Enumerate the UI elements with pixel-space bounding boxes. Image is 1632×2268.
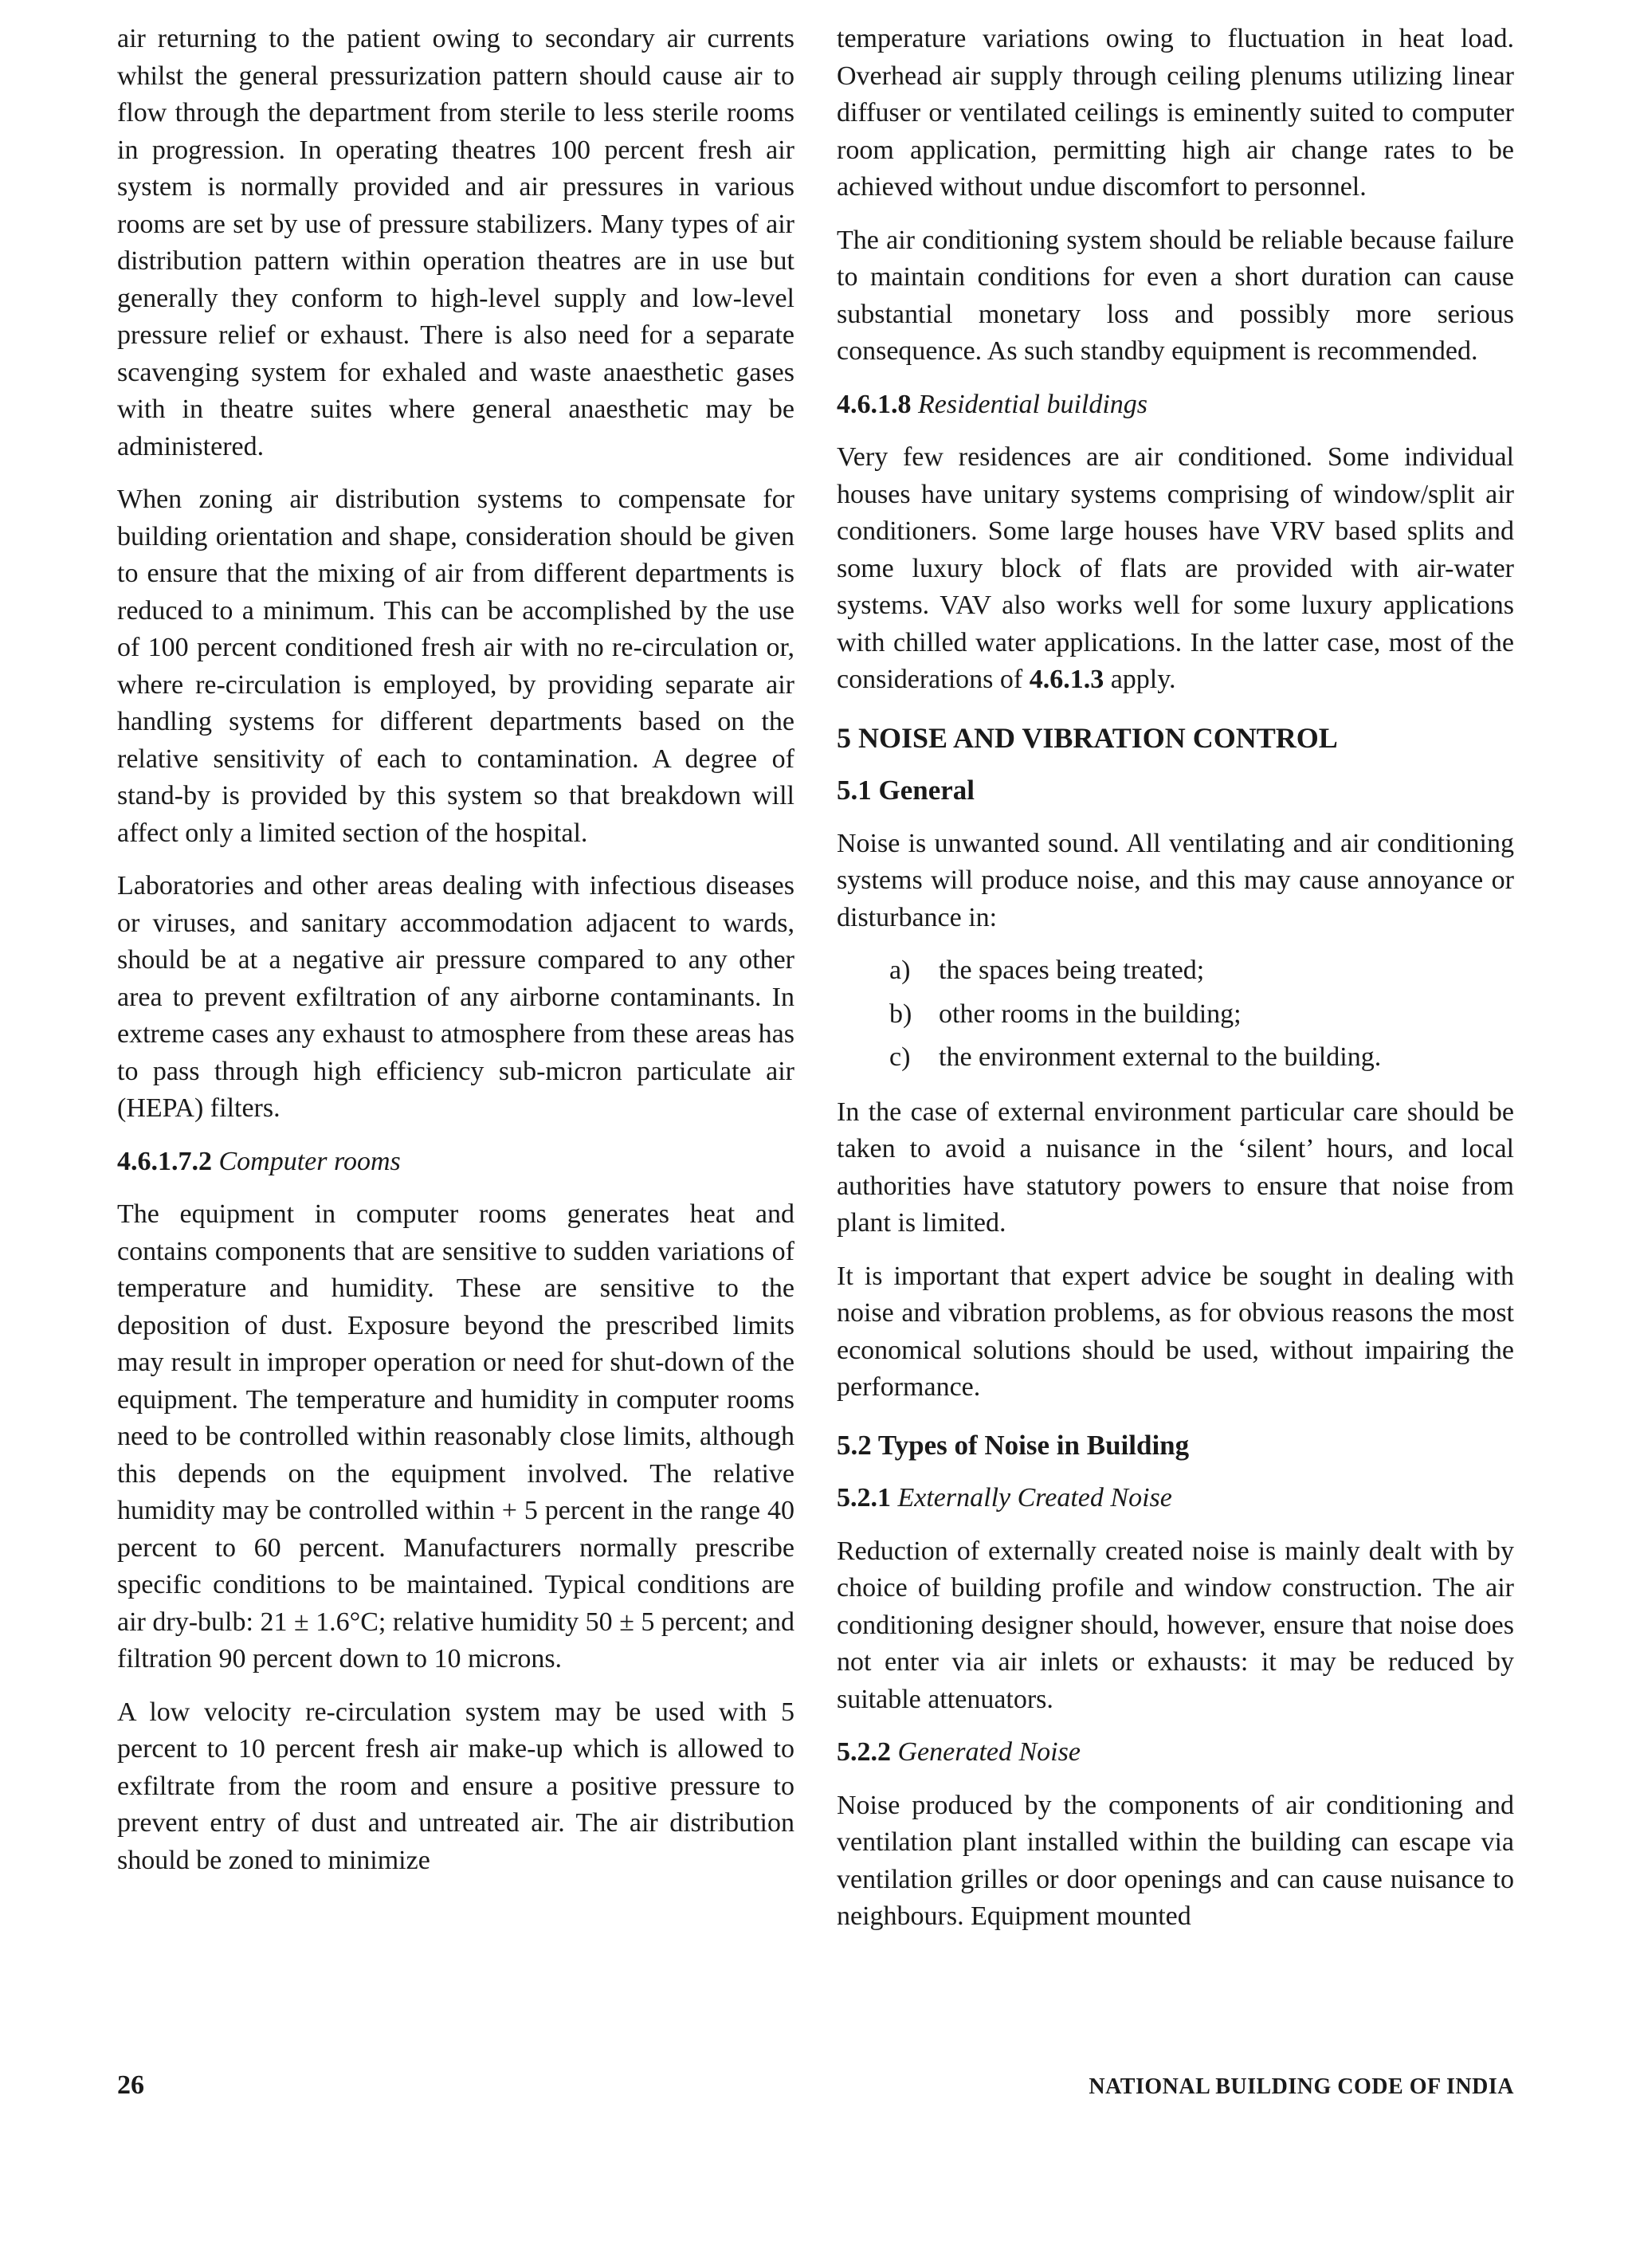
- paragraph: air returning to the patient owing to secondary air currents whilst the general pressurization pattern should cause air to flow through the department from sterile to less sterile rooms in progression. In operating theatres 100 percent fresh air system is normally provided and air pressures in various rooms are set by use of pressure stabilizers. Many types of air distribution pattern within operation theatres are in use but generally they conform to high-level supply and low-level pressure relief or exhaust. There is also need for a separate scavenging system for exhaled and waste anaesthetic gases with in theatre suites where general anaesthetic may be administered.: [117, 24, 794, 461]
- paragraph: In the case of external environment particular care should be taken to avoid a nuisance in the ‘silent’ hours, and local authorities have statutory powers to ensure that noise from plant is limited.: [837, 1097, 1514, 1238]
- left-column: [117, 21, 794, 1895]
- clause-reference: 4.6.1.3: [1029, 665, 1104, 694]
- list-marker: a): [889, 955, 911, 985]
- clause-heading-residential: [837, 387, 1514, 424]
- paragraph: [837, 439, 1514, 699]
- list-item: [837, 1039, 1514, 1077]
- paragraph: Noise is unwanted sound. All ventilating and air conditioning systems will produce noise, and this may cause annoyance or disturbance in:: [837, 828, 1514, 932]
- list-item: [837, 996, 1514, 1034]
- clause-heading-generated-noise: [837, 1734, 1514, 1772]
- paragraph: Noise produced by the components of air conditioning and ventilation plant installed within the building can escape via ventilation grilles or door openings and can cause nuisance to neighbours. Equipment mounted: [837, 1790, 1514, 1931]
- publication-title: NATIONAL BUILDING CODE OF INDIA: [1089, 2074, 1514, 2099]
- subsection-heading-general: 5.1 General: [837, 775, 975, 806]
- paragraph-text-end: apply.: [1104, 665, 1176, 694]
- alpha-list: [837, 952, 1514, 1077]
- paragraph: temperature variations owing to fluctuation in heat load. Overhead air supply through ceiling plenums utilizing linear diffuser or ventilated ceilings is eminently suited to computer room application, permitting high air change rates to be achieved without undue discomfort to personnel.: [837, 24, 1514, 202]
- section-heading-noise: 5 NOISE AND VIBRATION CONTROL: [837, 721, 1338, 754]
- list-text: other rooms in the building;: [939, 999, 1242, 1029]
- clause-heading-computer-rooms: [117, 1144, 794, 1181]
- right-column: [837, 21, 1514, 1952]
- clause-title: Generated Noise: [897, 1737, 1081, 1767]
- paragraph-text: Very few residences are air conditioned. Some individual houses have unitary systems comprising of window/split air conditioners. Some large houses have VRV based splits and some luxury block of flats are provided with air-water systems. VAV also works well for some luxury applications with chilled water applications. In the latter case, most of the considerations of: [837, 442, 1514, 694]
- clause-title: Residential buildings: [918, 389, 1148, 419]
- clause-heading-externally-created: [837, 1480, 1514, 1517]
- paragraph: A low velocity re-circulation system may be used with 5 percent to 10 percent fresh air make-up which is allowed to exfiltrate from the room and ensure a positive pressure to prevent entry of dust and untreated air. The air distribution should be zoned to minimize: [117, 1697, 794, 1875]
- list-item: [837, 952, 1514, 990]
- clause-number: 5.2.2: [837, 1737, 891, 1767]
- clause-number: 4.6.1.8: [837, 389, 912, 419]
- paragraph: Laboratories and other areas dealing with infectious diseases or viruses, and sanitary accommodation adjacent to wards, should be at a negative air pressure compared to any other area to prevent exfiltration of any airborne contaminants. In extreme cases any exhaust to atmosphere from these areas has to pass through high efficiency sub-micron particulate air (HEPA) filters.: [117, 871, 794, 1123]
- paragraph: When zoning air distribution systems to compensate for building orientation and shape, consideration should be given to ensure that the mixing of air from different departments is reduced to a minimum. This can be accomplished by the use of 100 percent conditioned fresh air with no re-circulation or, where re-circulation is employed, by providing separate air handling systems for different departments based on the relative sensitivity of each to contamination. A degree of stand-by is provided by this system so that breakdown will affect only a limited section of the hospital.: [117, 485, 794, 848]
- list-marker: c): [889, 1042, 911, 1072]
- list-marker: b): [889, 999, 912, 1029]
- paragraph: The equipment in computer rooms generates heat and contains components that are sensitive to sudden variations of temperature and humidity. These are sensitive to the deposition of dust. Exposure beyond the prescribed limits may result in improper operation or need for shut-down of the equipment. The temperature and humidity in computer rooms need to be controlled within reasonably close limits, although this depends on the equipment involved. The relative humidity may be controlled within + 5 percent in the range 40 percent to 60 percent. Manufacturers normally prescribe specific conditions to be maintained. Typical conditions are air dry-bulb: 21 ± 1.6°C; relative humidity 50 ± 5 percent; and filtration 90 percent down to 10 microns.: [117, 1199, 794, 1674]
- paragraph: Reduction of externally created noise is mainly dealt with by choice of building profile and window construction. The air conditioning designer should, however, ensure that noise does not enter via air inlets or exhausts: it may be reduced by suitable attenuators.: [837, 1536, 1514, 1714]
- clause-number: 4.6.1.7.2: [117, 1146, 212, 1176]
- paragraph: The air conditioning system should be reliable because failure to maintain conditions for even a short duration can cause substantial monetary loss and possibly more serious consequence. As such standby equipment is recommended.: [837, 225, 1514, 366]
- clause-number: 5.2.1: [837, 1483, 891, 1513]
- paragraph: It is important that expert advice be sought in dealing with noise and vibration problems, as for obvious reasons the most economical solutions should be used, without impairing the performance.: [837, 1261, 1514, 1402]
- list-text: the environment external to the building.: [939, 1042, 1382, 1072]
- list-text: the spaces being treated;: [939, 955, 1205, 985]
- page-number: 26: [117, 2070, 144, 2100]
- clause-title: Computer rooms: [218, 1146, 401, 1176]
- clause-title: Externally Created Noise: [897, 1483, 1172, 1513]
- subsection-heading-types-of-noise: 5.2 Types of Noise in Building: [837, 1429, 1190, 1461]
